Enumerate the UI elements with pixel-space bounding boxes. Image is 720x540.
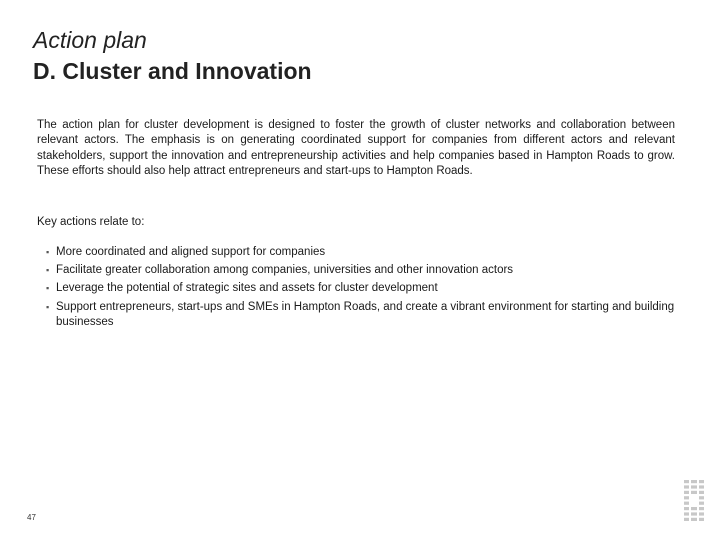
bullet-icon: ▪ xyxy=(46,283,50,294)
bullet-icon: ▪ xyxy=(46,265,50,276)
list-item-text: Facilitate greater collaboration among companies, universities and other innovation actors xyxy=(56,264,514,277)
slide-subtitle: Action plan xyxy=(33,27,147,53)
intro-paragraph: The action plan for cluster development is designed to foster the growth of cluster networks and collaboration between relevant actors. The emphasis is on generating coordinated support for companies from different actors and relevant stakeholders, support the innovation and entrepreneurship activities and help companies based in Hampton Roads to grow. These efforts should also help attract entrepreneurs and start-ups to Hampton Roads. xyxy=(37,119,675,177)
bullet-icon: ▪ xyxy=(46,247,50,257)
page-number: 47 xyxy=(27,513,36,522)
list-item-text: More coordinated and aligned support for companies xyxy=(56,246,326,258)
key-actions-list xyxy=(46,245,676,333)
key-actions-label: Key actions relate to: xyxy=(37,216,145,228)
list-item xyxy=(46,263,676,278)
list-item xyxy=(46,281,676,296)
slide-title: D. Cluster and Innovation xyxy=(33,58,312,84)
list-item xyxy=(46,245,676,260)
list-item-text: Support entrepreneurs, start-ups and SMEs in Hampton Roads, and create a vibrant environment for starting and building businesses xyxy=(56,300,675,328)
bullet-icon: ▪ xyxy=(46,301,50,312)
list-item-text: Leverage the potential of strategic sites and assets for cluster development xyxy=(56,282,438,295)
list-item xyxy=(46,300,676,331)
ibm-logo-icon xyxy=(684,479,704,523)
